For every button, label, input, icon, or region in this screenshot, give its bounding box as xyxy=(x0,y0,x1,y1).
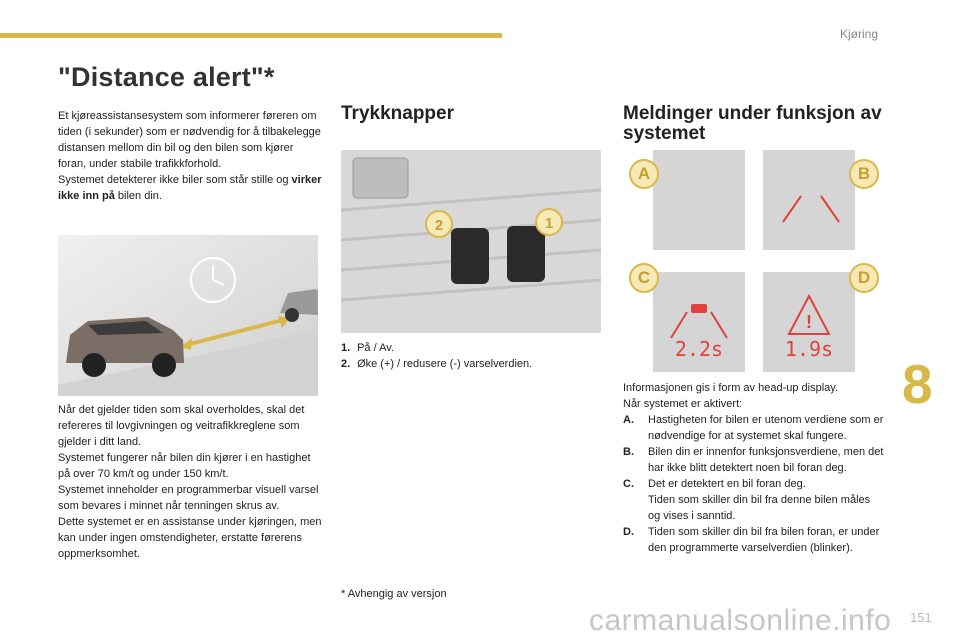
svg-text:!: ! xyxy=(806,312,812,332)
svg-text:2: 2 xyxy=(434,217,444,234)
warning-triangle-icon xyxy=(789,296,829,334)
hud-readout: 1.9s xyxy=(784,337,834,361)
footnote: * Avhengig av versjon xyxy=(341,588,447,600)
panel-label-b: B xyxy=(849,159,879,189)
intro-text-run-end: bilen din. xyxy=(114,190,162,202)
intro-paragraph-2 xyxy=(58,172,322,204)
message-item-d xyxy=(623,524,885,556)
item-text: Hastigheten for bilen er utenom verdiene som er nødvendige for at systemet skal fungere. xyxy=(648,414,884,442)
item-text-2: Tiden som skiller din bil fra denne bilen måles og vises i sanntid. xyxy=(648,494,871,522)
button-2 xyxy=(451,228,489,284)
hud-panel-d xyxy=(763,272,855,372)
buttons-heading: Trykknapper xyxy=(341,103,454,124)
intro-text xyxy=(58,108,322,204)
item-text: Det er detektert en bil foran deg. xyxy=(648,478,806,490)
section-label: Kjøring xyxy=(840,27,879,41)
car-ahead-icon xyxy=(691,304,707,313)
buttons-illustration xyxy=(341,150,601,333)
item-number: 2. xyxy=(341,358,351,370)
body-paragraph: Systemet inneholder en programmerbar visuell varsel som bevares i minnet når tenningen skrus av. xyxy=(58,484,319,512)
body-paragraph: Dette systemet er en assistanse under kjøringen, men kan under ingen omstendigheter, erstatte førerens oppmerksomhet. xyxy=(58,516,322,560)
callout-1-icon xyxy=(536,209,562,235)
item-text: Øke (+) / redusere (-) varselverdien. xyxy=(357,358,533,370)
header-accent-bar xyxy=(0,33,502,38)
item-key: C. xyxy=(623,478,634,490)
chapter-number: 8 xyxy=(902,353,933,415)
item-number: 1. xyxy=(341,342,351,354)
intro-paragraph: Et kjøreassistansesystem som informerer føreren om tiden (i sekunder) som er nødvendig for å tilbakelegge distansen mellom din bil og den bilen som kjører foran, under stabile trafikkforhold. xyxy=(58,110,321,170)
body-paragraph: Når det gjelder tiden som skal overholdes, skal det refereres til lovgivningen og veitrafikkreglene som gjelder i ditt land. xyxy=(58,404,305,448)
panel-label-c: C xyxy=(629,263,659,293)
body-text xyxy=(58,402,322,562)
hud-readout: 2.2s xyxy=(674,337,724,361)
callout-2-icon xyxy=(426,211,452,237)
watermark: carmanualsonline.info xyxy=(589,604,892,637)
page-number: 151 xyxy=(910,610,932,625)
messages-heading: Meldinger under funksjon av systemet xyxy=(623,103,882,144)
intro-text-run: Systemet detekterer ikke biler som står stille og xyxy=(58,174,292,186)
list-item xyxy=(341,356,601,372)
message-item-b xyxy=(623,444,885,476)
message-item-c xyxy=(623,476,885,524)
messages-text xyxy=(623,380,885,556)
svg-text:1: 1 xyxy=(544,215,554,232)
intro-bold-text: virker ikke inn på xyxy=(58,174,322,202)
item-text: Tiden som skiller din bil fra bilen foran, er under den programmerte varselverdien (blinker). xyxy=(648,526,880,554)
buttons-list xyxy=(341,340,601,372)
list-item xyxy=(341,340,601,356)
hud-panel-c xyxy=(653,272,745,372)
car-distance-illustration xyxy=(58,235,318,396)
item-key: D. xyxy=(623,526,634,538)
messages-intro: Informasjonen gis i form av head-up display. xyxy=(623,382,839,394)
messages-intro-2: Når systemet er aktivert: xyxy=(623,398,743,410)
message-item-a xyxy=(623,412,885,444)
hud-panel-a xyxy=(653,150,745,250)
panel-label-a: A xyxy=(629,159,659,189)
item-text: På / Av. xyxy=(357,342,394,354)
page-title: "Distance alert"* xyxy=(58,62,275,92)
panel-label-d: D xyxy=(849,263,879,293)
item-key: A. xyxy=(623,414,634,426)
item-text: Bilen din er innenfor funksjonsverdiene, men det har ikke blitt detektert noen bil foran deg. xyxy=(648,446,884,474)
item-key: B. xyxy=(623,446,634,458)
body-paragraph: Systemet fungerer når bilen din kjører i en hastighet på over 70 km/t og under 150 km/t. xyxy=(58,452,311,480)
button-1 xyxy=(507,226,545,282)
hud-panel-b xyxy=(763,150,855,250)
